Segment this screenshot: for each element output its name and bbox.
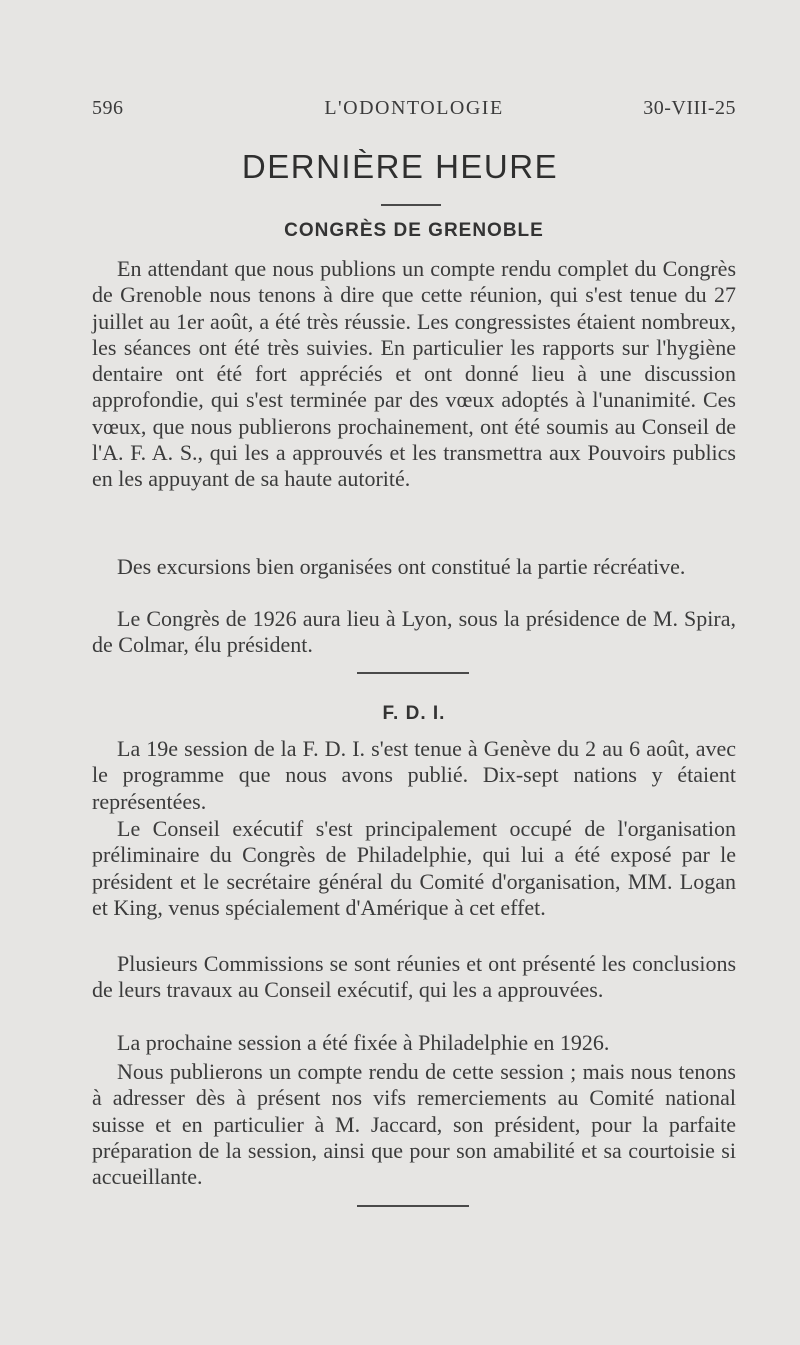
page-headline: DERNIÈRE HEURE [241, 148, 559, 185]
paragraph: Le Congrès de 1926 aura lieu à Lyon, sous la présidence de M. Spira, de Colmar, élu président. [92, 606, 736, 658]
paragraph: La 19e session de la F. D. I. s'est tenue à Genève du 2 au 6 août, avec le programme que nous avons publié. Dix-sept nations y étaient représentées. [92, 736, 736, 814]
paragraph: En attendant que nous publions un compte rendu complet du Congrès de Grenoble nous tenons à dire que cette réunion, qui s'est tenue du 27 juillet au 1er août, a été très réussie. Les congressistes étaient nombreux, les séances ont été très suivies. En particulier les rapports sur l'hygiène dentaire ont été fort appréciés et ont donné lieu à une discussion approfondie, qui s'est terminée par des vœux adoptés à l'unanimité. Ces vœux, que nous publierons prochainement, ont été soumis au Conseil de l'A. F. A. S., qui les a approuvés et les transmettra aux Pouvoirs publics en les appuyant de sa haute autorité. [92, 256, 736, 492]
issue-date: 30-VIII-25 [643, 97, 736, 119]
running-head [92, 97, 736, 127]
paragraph: Le Conseil exécutif s'est principalement occupé de l'organisation préliminaire du Congrès de Philadelphie, qui lui a été exposé par le président et le secrétaire général du Comité d'organisation, MM. Logan et King, venus spécialement d'Amérique à cet effet. [92, 816, 736, 920]
paragraph: Nous publierons un compte rendu de cette session ; mais nous tenons à adresser dès à présent nos vifs remerciements au Comité national suisse et en particulier à M. Jaccard, son président, pour la parfaite préparation de la session, ainsi que pour son amabilité et sa courtoisie si accueillante. [92, 1059, 736, 1190]
paragraph: La prochaine session a été fixée à Philadelphie en 1926. [117, 1030, 610, 1055]
paragraph: Des excursions bien organisées ont constitué la partie récréative. [117, 554, 686, 579]
headline-rule [381, 204, 441, 206]
page-number: 596 [92, 97, 124, 119]
section-divider [357, 672, 469, 674]
end-rule [357, 1205, 469, 1207]
section-title-congres-grenoble: CONGRÈS DE GRENOBLE [284, 220, 544, 241]
section-title-fdi: F. D. I. [382, 703, 446, 724]
journal-title: L'ODONTOLOGIE [324, 97, 504, 119]
paragraph: Plusieurs Commissions se sont réunies et ont présenté les conclusions de leurs travaux au Conseil exécutif, qui les a approuvées. [92, 951, 736, 1003]
